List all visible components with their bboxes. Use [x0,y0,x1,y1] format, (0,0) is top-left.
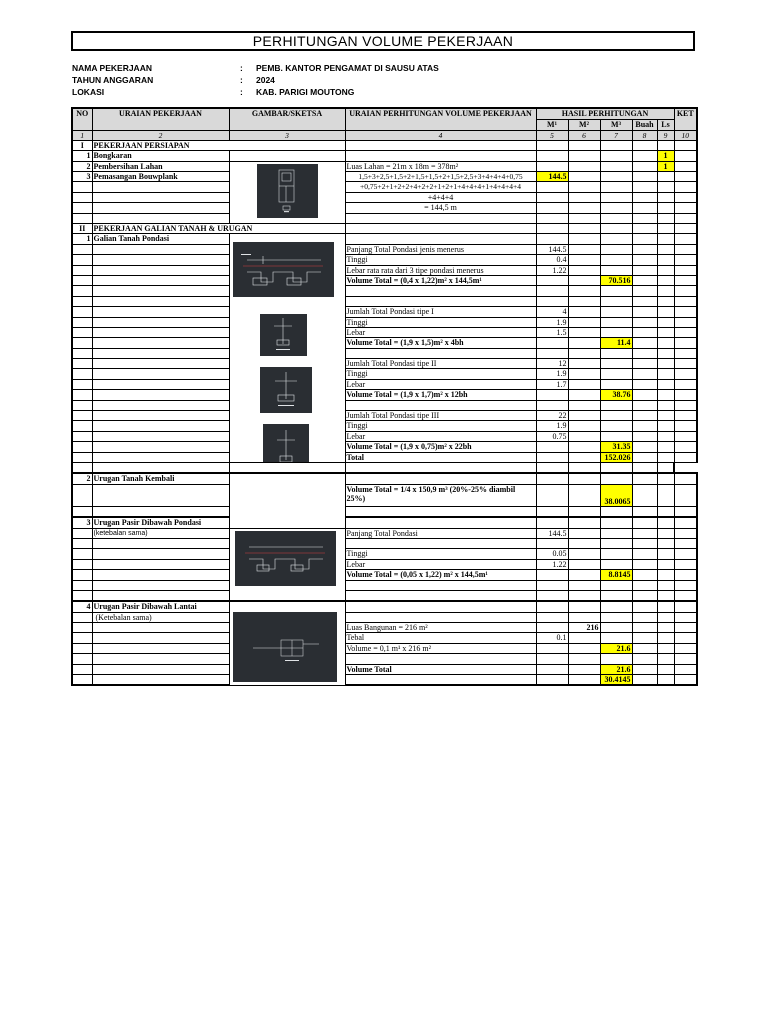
col-num: 3 [229,130,345,140]
m1-value: 1.9 [536,421,568,431]
footing-type2-sketch [260,367,312,413]
meta-colon: : [240,63,243,73]
header-no: NO [72,108,92,130]
calc-text: +0,75+2+1+2+2+4+2+2+1+2+1+4+4+4+1+4+4+4+4 [345,182,536,192]
grand-total-value: 30.4145 [600,675,632,686]
sketch-cell [229,161,345,223]
calc-text: Lebar rata rata dari 3 tipe pondasi menerus [345,265,536,275]
sketch-cell [229,234,345,463]
section-title: PEKERJAAN PERSIAPAN [92,140,345,150]
meta-value: PEMB. KANTOR PENGAMAT DI SAUSU ATAS [256,63,439,73]
header-m1: M¹ [536,119,568,130]
col-num: 9 [657,130,674,140]
section-no: II [72,224,92,234]
calc-text: Lebar [345,327,536,337]
col-num: 2 [92,130,229,140]
ls-value: 1 [657,151,674,161]
meta-row-nama [72,62,672,74]
m3-value: 21.6 [600,664,632,674]
calc-text: Luas Lahan = 21m x 18m = 378m² [345,161,536,171]
calc-text: Tinggi [345,255,536,265]
meta-label: NAMA PEKERJAAN [72,63,152,73]
item-subtitle: (ketebalan sama) [92,528,229,538]
m3-value: 31.35 [600,442,632,452]
volume-formula: Volume Total = (0,05 x 1,22) m² x 144,5m¹ [345,570,536,580]
meta-row-tahun [72,74,672,86]
m1-value: 144.5 [536,244,568,254]
m3-value: 8.8145 [600,570,632,580]
item-name: Urugan Pasir Dibawah Pondasi [92,517,229,528]
sand-bed-plan-sketch [235,531,336,586]
item-no: 2 [72,161,92,171]
m1-value: 22 [536,411,568,421]
header-m2: M² [568,119,600,130]
site-plan-sketch [257,164,318,218]
col-num: 5 [536,130,568,140]
total-label: Total [345,452,536,462]
project-meta [72,62,672,98]
meta-value: 2024 [256,75,275,85]
col-num: 6 [568,130,600,140]
item-subtitle: (Ketebalan sama) [92,612,229,622]
galian-total-value: 152.026 [600,452,632,462]
calc-text: Tinggi [345,549,536,559]
item-no: 3 [72,517,92,528]
header-perhitungan: URAIAN PERHITUNGAN VOLUME PEKERJAAN [345,108,536,130]
m1-value: 0.4 [536,255,568,265]
m1-value: 4 [536,307,568,317]
col-num: 1 [72,130,92,140]
foundation-plan-sketch [233,242,334,297]
floor-plan-sketch [233,612,337,682]
item-name: Pembersihan Lahan [92,161,229,171]
header-ls: Ls [657,119,674,130]
calc-text: Lebar [345,379,536,389]
meta-label: TAHUN ANGGARAN [72,75,154,85]
calc-text: = 144,5 m [345,203,536,213]
m1-value: 1.9 [536,317,568,327]
calc-text: Tinggi [345,317,536,327]
m1-value: 0.75 [536,431,568,441]
item-name: Urugan Pasir Dibawah Lantai [92,601,229,612]
m3-value: 11.4 [600,338,632,348]
m1-value: 1.22 [536,265,568,275]
calc-text: Tinggi [345,369,536,379]
section-no: I [72,140,92,150]
m3-value: 70.516 [600,275,632,285]
sketch-cell [229,473,345,528]
volume-formula: Volume Total = (1,9 x 0,75)m² x 22bh [345,442,536,452]
meta-colon: : [240,87,243,97]
header-buah: Buah [632,119,657,130]
header-gambar: GAMBAR/SKETSA [229,108,345,130]
header-uraian: URAIAN PEKERJAAN [92,108,229,130]
total-label: Volume Total [345,664,536,674]
m1-value: 12 [536,359,568,369]
m3-value: 38.0065 [600,484,632,506]
item-no: 2 [72,473,92,484]
m1-value: 1.7 [536,379,568,389]
footing-type3-sketch [263,424,309,462]
m1-value: 0.1 [536,633,568,643]
item-name: Pemasangan Bouwplank [92,172,229,182]
m1-value: 0.05 [536,549,568,559]
page-title: PERHITUNGAN VOLUME PEKERJAAN [71,31,695,51]
calc-text: Lebar [345,559,536,569]
calc-text: Panjang Total Pondasi jenis menerus [345,244,536,254]
sketch-cell [229,601,345,685]
meta-row-lokasi [72,86,672,98]
volume-formula: Volume Total = (1,9 x 1,7)m² x 12bh [345,390,536,400]
calc-text: Lebar [345,431,536,441]
volume-table [71,107,698,686]
volume-formula: Volume Total = (1,9 x 1,5)m² x 4bh [345,338,536,348]
m2-value: 216 [568,623,600,633]
calc-text: Panjang Total Pondasi [345,528,536,538]
m1-value: 1.9 [536,369,568,379]
header-hasil: HASIL PERHITUNGAN [536,108,674,119]
item-name: Bongkaran [92,151,229,161]
meta-colon: : [240,75,243,85]
ls-value: 1 [657,161,674,171]
calc-text: Jumlah Total Pondasi tipe II [345,359,536,369]
calc-text: Tinggi [345,421,536,431]
calc-text: Jumlah Total Pondasi tipe I [345,307,536,317]
col-num: 10 [674,130,697,140]
calc-text: +4+4+4 [345,192,536,202]
calc-text: Luas Bangunan = 216 m² [345,623,536,633]
col-num: 7 [600,130,632,140]
sketch-cell [229,528,345,601]
calc-text: Tebal [345,633,536,643]
footing-type1-sketch [260,314,307,356]
m1-value: 144.5 [536,528,568,538]
item-no: 1 [72,234,92,244]
m1-value: 1.5 [536,327,568,337]
header-ket: KET [674,108,697,130]
calc-text: 1,5+3+2,5+1,5+2+1,5+1,5+2+1,5+2,5+3+4+4+4+0,75 [345,172,536,182]
volume-formula: Volume Total = (0,4 x 1,22)m² x 144,5m¹ [345,275,536,285]
meta-label: LOKASI [72,87,105,97]
section-title: PEKERJAAN GALIAN TANAH & URUGAN [92,224,345,234]
item-name: Urugan Tanah Kembali [92,473,229,484]
header-m3: M³ [600,119,632,130]
calc-text: Jumlah Total Pondasi tipe III [345,411,536,421]
item-no: 4 [72,601,92,612]
calc-text: Volume = 0,1 m¹ x 216 m² [345,643,536,653]
m3-value: 21.6 [600,643,632,653]
item-name: Galian Tanah Pondasi [92,234,229,244]
col-num: 8 [632,130,657,140]
item-no: 1 [72,151,92,161]
m1-value: 144.5 [536,172,568,182]
meta-value: KAB. PARIGI MOUTONG [256,87,355,97]
volume-formula: Volume Total = 1/4 x 150,9 m³ (20%-25% diambil 25%) [345,484,536,506]
item-no: 3 [72,172,92,182]
col-num: 4 [345,130,536,140]
m1-value: 1.22 [536,559,568,569]
m3-value: 38.76 [600,390,632,400]
